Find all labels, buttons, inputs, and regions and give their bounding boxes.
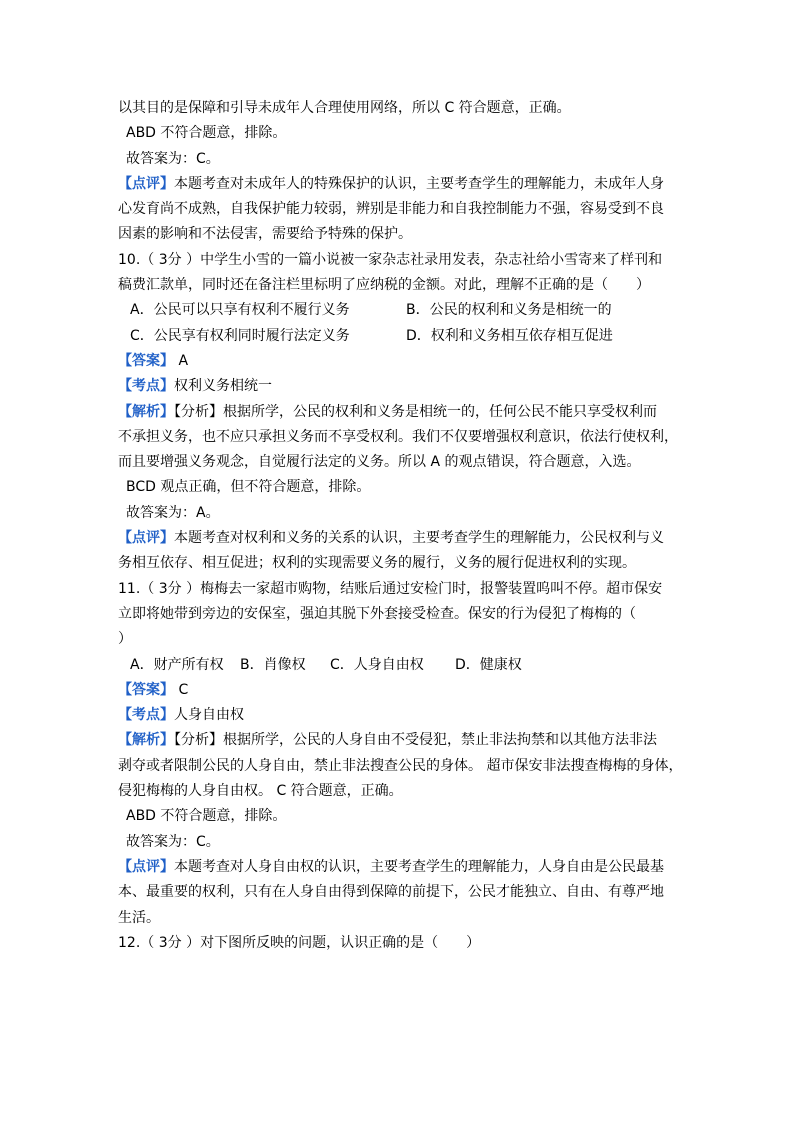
answer-tag: 【答案】 [118,681,174,698]
answer-tag: 【答案】 [118,352,174,369]
question-stem: 稿费汇款单，同时还在备注栏里标明了应纳税的金额。对此，理解不正确的是（ ） [118,277,650,294]
point-tag: 【考点】 [118,378,174,395]
point-line [118,374,684,399]
question-stem: 12.（ 3分 ）对下图所反映的问题，认识正确的是（ ） [118,934,481,951]
question-stem: 立即将她带到旁边的安保室，强迫其脱下外套接受检查。保安的行为侵犯了梅梅的（ [118,605,636,622]
analysis-line: 故答案为：A。 [126,504,220,521]
question-stem: 11.（ 3分 ）梅梅去一家超市购物，结账后通过安检门时，报警装置呜叫不停。超市保安 [118,580,663,597]
comment-text: 本题考查对人身自由权的认识，主要考查学生的理解能力，人身自由是公民最基 [174,858,664,875]
analysis-text: 【分析】根据所学，公民的人身自由不受侵犯，禁止非法拘禁和以其他方法非法 [174,732,657,749]
option-d: D．权利和义务相互依存相互促进 [406,327,613,344]
comment-line [118,172,684,197]
comment-line: 生活。 [118,909,160,926]
analysis-line [118,728,684,753]
comment-line: 心发育尚不成熟，自我保护能力较弱，辨别是非能力和自我控制能力不强，容易受到不良 [118,201,664,218]
analysis-line: 侵犯梅梅的人身自由权。 C 符合题意，正确。 [118,783,403,800]
option-a: A．财产所有权 [130,656,224,673]
document-page [118,96,684,956]
option-a: A．公民可以只享有权利不履行义务 [130,302,350,319]
answer-value: A [178,352,189,369]
option-row [118,324,684,349]
text-line: ABD 不符合题意，排除。 [126,125,287,142]
text-line: 以其目的是保障和引导未成年人合理使用网络，所以 C 符合题意，正确。 [118,100,571,116]
analysis-line [118,400,684,425]
comment-tag: 【点评】 [118,175,174,192]
comment-tag: 【点评】 [118,858,174,875]
analysis-tag: 【解析】 [118,403,174,420]
question-stem: ） [118,631,132,648]
option-b: B．公民的权利和义务是相统一的 [406,302,612,319]
answer-value: C [178,681,189,698]
analysis-line: 不承担义务，也不应只承担义务而不享受权利。我们不仅要增强权利意识，依法行使权利， [118,428,678,445]
point-line [118,703,684,728]
comment-line: 务相互依存、相互促进；权利的实现需要义务的履行，义务的履行促进权利的实现。 [118,555,636,572]
comment-line: 本、最重要的权利，只有在人身自由得到保障的前提下，公民才能独立、自由、有尊严地 [118,884,664,901]
analysis-line: 而且要增强义务观念，自觉履行法定的义务。所以 A 的观点错误，符合题意，入选。 [118,454,641,471]
text-line: 故答案为：C。 [126,150,220,167]
comment-tag: 【点评】 [118,530,174,547]
option-c: C．人身自由权 [330,656,424,673]
option-row [118,653,684,678]
analysis-line: 剥夺或者限制公民的人身自由，禁止非法搜查公民的身体。 超市保安非法搜查梅梅的身体， [118,757,683,774]
analysis-line: ABD 不符合题意，排除。 [126,808,287,825]
answer-line [118,349,684,374]
option-d: D．健康权 [455,656,522,673]
comment-line [118,855,684,880]
analysis-line: 故答案为：C。 [126,833,220,850]
point-value: 权利义务相统一 [174,378,272,395]
question-stem: 10.（ 3分 ）中学生小雪的一篇小说被一家杂志社录用发表，杂志社给小雪寄来了样刊和 [118,251,663,268]
point-value: 人身自由权 [174,707,244,724]
option-row [118,298,684,323]
analysis-tag: 【解析】 [118,732,174,749]
option-b: B．肖像权 [240,656,306,673]
analysis-line: BCD 观点正确，但不符合题意，排除。 [126,479,371,496]
analysis-text: 【分析】根据所学，公民的权利和义务是相统一的，任何公民不能只享受权利而 [174,403,657,420]
answer-line [118,678,684,703]
option-c: C．公民享有权利同时履行法定义务 [130,327,350,344]
point-tag: 【考点】 [118,707,174,724]
comment-line: 因素的影响和不法侵害，需要给予特殊的保护。 [118,226,412,243]
comment-line [118,526,684,551]
comment-text: 本题考查对未成年人的特殊保护的认识，主要考查学生的理解能力，未成年人身 [174,175,664,192]
comment-text: 本题考查对权利和义务的关系的认识，主要考查学生的理解能力，公民权利与义 [174,530,664,547]
